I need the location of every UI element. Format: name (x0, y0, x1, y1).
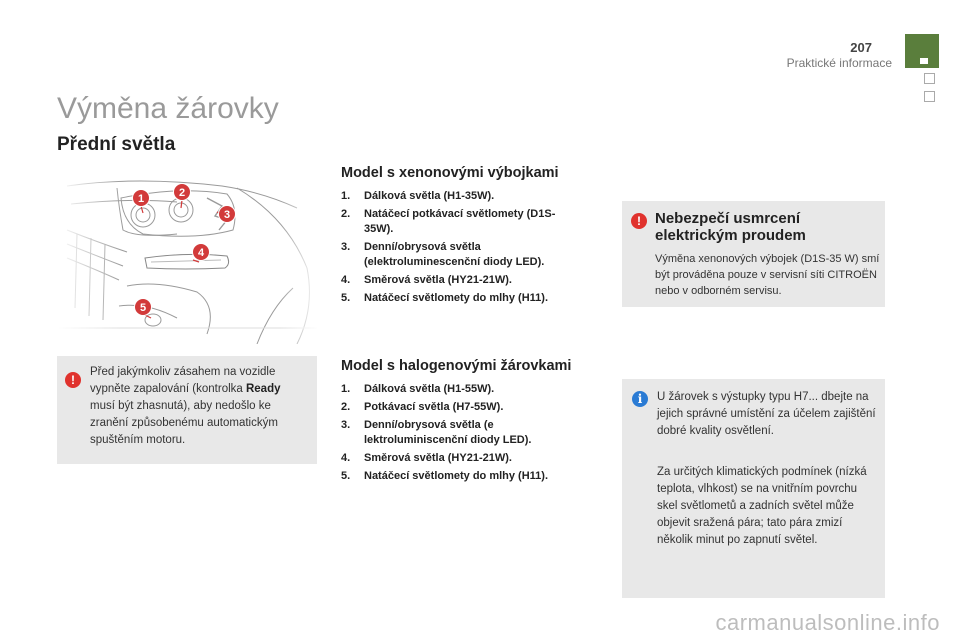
page-number: 207 (850, 40, 872, 55)
svg-text:2: 2 (178, 187, 186, 199)
list-item (341, 382, 581, 397)
svg-text:4: 4 (197, 247, 205, 259)
chapter-tab-marker (920, 58, 928, 64)
list-item-number: 2. (341, 401, 351, 413)
electric-danger-text: Výměna xenonových výbojek (D1S-35 W) smí být prováděna pouze v servisní síti CITROËN nebo v odborném servisu. (655, 253, 880, 297)
list-item (341, 240, 581, 270)
callout-3 (219, 206, 236, 223)
callout-4 (193, 244, 210, 261)
list-item-number: 2. (341, 208, 351, 220)
svg-text:5: 5 (139, 302, 147, 314)
list-item (341, 451, 581, 466)
list-item (341, 207, 581, 237)
list-item-number: 1. (341, 383, 351, 395)
info-paragraph-2: Za určitých klimatických podmínek (nízká teplota, vlhkost) se na vnitřním povrchu skel světlometů a zadních světel může objevit sražená pára; tato pára zmizí několik minut po zapnutí světel. (657, 466, 867, 546)
list-item (341, 469, 581, 484)
list-item-number: 4. (341, 274, 351, 286)
list-item-number: 1. (341, 190, 351, 202)
list-item-text: Denní/obrysová světla (e lektroluminiscenční diody LED). (364, 419, 532, 446)
svg-text:3: 3 (223, 209, 231, 221)
list-item (341, 418, 581, 448)
info-paragraph-1: U žárovek s výstupky typu H7... dbejte na jejich správné umístění za účelem zajištění dobré kvality osvětlení. (657, 391, 876, 437)
section-name: Praktické informace (786, 56, 892, 70)
headlight-illustration (57, 168, 319, 344)
halogen-bulb-list (341, 382, 581, 487)
xenon-model-title: Model s xenonovými výbojkami (341, 165, 559, 181)
list-item-text: Natáčecí světlomety do mlhy (H11). (364, 292, 549, 304)
list-item (341, 273, 581, 288)
callout-5 (135, 299, 152, 316)
list-item-number: 5. (341, 292, 351, 304)
safety-warning-box (57, 356, 317, 464)
list-item (341, 400, 581, 415)
list-item-number: 5. (341, 470, 351, 482)
warning-icon: ! (65, 372, 81, 388)
page-title: Výměna žárovky (57, 92, 279, 125)
warning-icon: ! (631, 213, 647, 229)
list-item-text: Směrová světla (HY21-21W). (364, 274, 512, 286)
list-item-number: 3. (341, 241, 351, 253)
section-title: Přední světla (57, 134, 176, 155)
svg-text:1: 1 (137, 193, 145, 205)
list-item (341, 189, 581, 204)
info-box (622, 379, 885, 598)
list-item-text: Dálková světla (H1-55W). (364, 383, 495, 395)
callout-2 (174, 184, 191, 201)
halogen-model-title: Model s halogenovými žárovkami (341, 358, 572, 374)
list-item (341, 291, 581, 306)
callout-1 (133, 190, 150, 207)
chapter-tab-box (924, 73, 935, 84)
watermark: carmanualsonline.info (715, 610, 940, 635)
list-item-text: Směrová světla (HY21-21W). (364, 452, 512, 464)
chapter-tab-box (924, 91, 935, 102)
list-item-text: Potkávací světla (H7-55W). (364, 401, 504, 413)
list-item-text: Natáčecí potkávací světlomety (D1S-35W). (364, 208, 556, 235)
list-item-text: Denní/obrysová světla (elektroluminescenční diody LED). (364, 241, 545, 268)
electric-danger-box (622, 201, 885, 307)
electric-danger-title: Nebezpečí usmrcení elektrickým proudem (655, 210, 806, 244)
xenon-bulb-list (341, 189, 581, 309)
list-item-number: 3. (341, 419, 351, 431)
list-item-text: Natáčecí světlomety do mlhy (H11). (364, 470, 549, 482)
list-item-number: 4. (341, 452, 351, 464)
safety-warning-text: Před jakýmkoliv zásahem na vozidle vypněte zapalování (kontrolka Ready musí být zhasnutá), aby nedošlo ke zranění způsobenému automatickým spuštěním motoru. (90, 366, 281, 446)
info-icon: i (632, 391, 648, 407)
list-item-text: Dálková světla (H1-35W). (364, 190, 495, 202)
